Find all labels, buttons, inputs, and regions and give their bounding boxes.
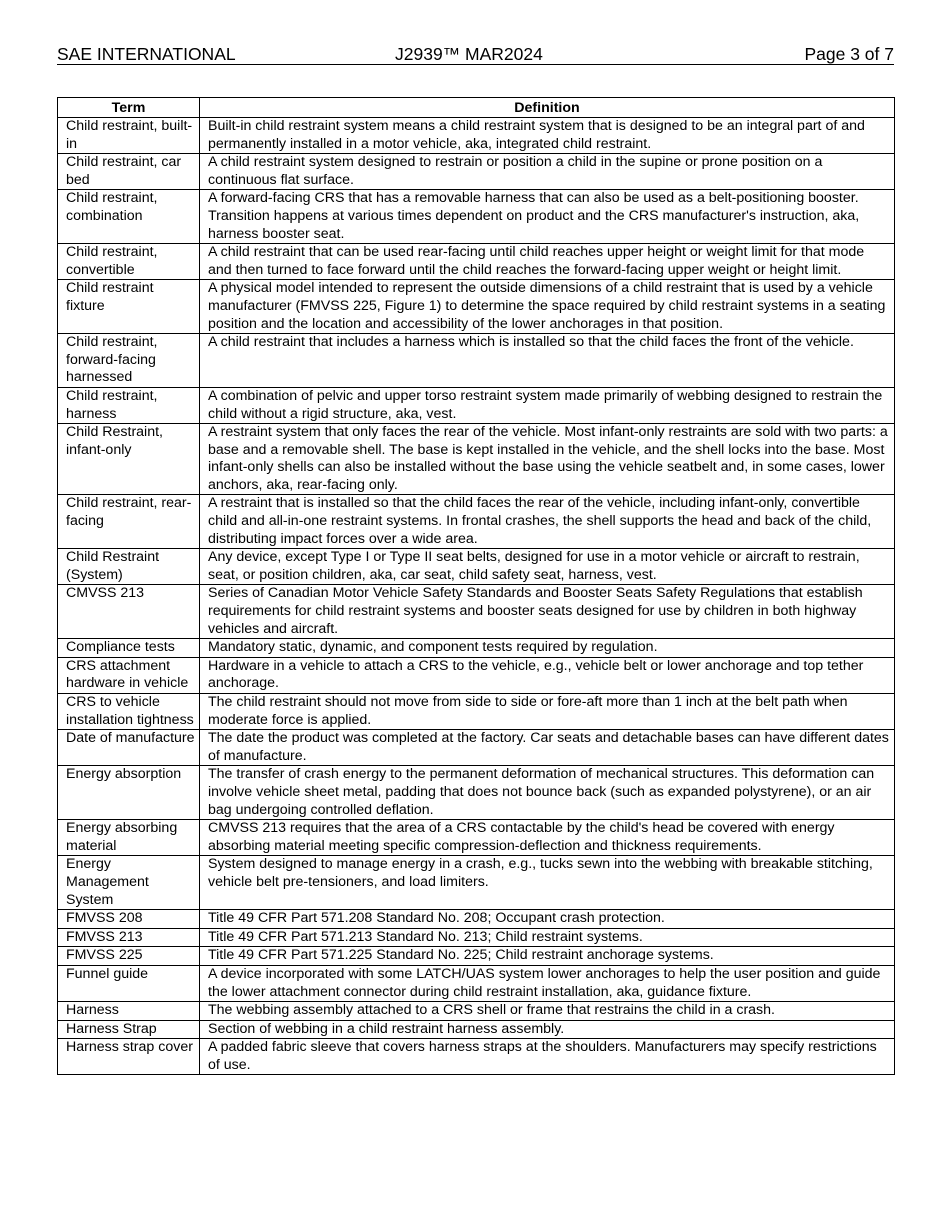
term-cell: Child Restraint, infant-only [58,424,200,495]
definition-cell: Any device, except Type I or Type II seat belts, designed for use in a motor vehicle or aircraft to restrain, seat, or position children, aka, car seat, child safety seat, harness, vest. [200,549,895,585]
header-page-number: Page 3 of 7 [804,44,894,64]
term-cell: Child restraint, harness [58,387,200,423]
definition-cell: A child restraint that can be used rear-facing until child reaches upper height or weight limit for that mode and then turned to face forward until the child reaches the forward-facing upper weight or height limit. [200,244,895,280]
definition-cell: Title 49 CFR Part 571.225 Standard No. 225; Child restraint anchorage systems. [200,947,895,966]
table-row [58,928,895,947]
definition-cell: Title 49 CFR Part 571.208 Standard No. 208; Occupant crash protection. [200,910,895,929]
table-row [58,947,895,966]
term-cell: Date of manufacture [58,730,200,766]
term-cell: Harness strap cover [58,1039,200,1075]
term-cell: CRS attachment hardware in vehicle [58,657,200,693]
header-organization: SAE INTERNATIONAL [57,44,236,64]
table-row [58,820,895,856]
definition-cell: A restraint that is installed so that the child faces the rear of the vehicle, including infant-only, convertible child and all-in-one restraint systems. In frontal crashes, the shell supports the head and back of the child, distributing impact forces over a wide area. [200,495,895,549]
definition-cell: Title 49 CFR Part 571.213 Standard No. 213; Child restraint systems. [200,928,895,947]
term-cell: CMVSS 213 [58,585,200,639]
definition-cell: CMVSS 213 requires that the area of a CRS contactable by the child's head be covered with energy absorbing material meeting specific compression-deflection and thickness requirements. [200,820,895,856]
term-cell: Harness Strap [58,1020,200,1039]
term-cell: Child restraint, combination [58,190,200,244]
definition-cell: The transfer of crash energy to the permanent deformation of mechanical structures. This deformation can involve vehicle sheet metal, padding that does not bounce back (such as expanded polystyrene), or an air bag undergoing controlled deflation. [200,766,895,820]
term-cell: Child restraint, convertible [58,244,200,280]
term-cell: Energy absorbing material [58,820,200,856]
table-row [58,585,895,639]
term-cell: Child restraint, built-in [58,118,200,154]
term-cell: FMVSS 213 [58,928,200,947]
definition-cell: Section of webbing in a child restraint harness assembly. [200,1020,895,1039]
definition-cell: The date the product was completed at the factory. Car seats and detachable bases can have different dates of manufacture. [200,730,895,766]
table-header-row [58,98,895,118]
term-cell: Energy Management System [58,856,200,910]
column-header-definition: Definition [200,98,895,118]
table-row [58,190,895,244]
definition-cell: Built-in child restraint system means a child restraint system that is designed to be an integral part of and permanently installed in a motor vehicle, aka, integrated child restraint. [200,118,895,154]
table-row [58,334,895,388]
definition-cell: Mandatory static, dynamic, and component tests required by regulation. [200,639,895,658]
definition-cell: A child restraint that includes a harness which is installed so that the child faces the front of the vehicle. [200,334,895,388]
table-row [58,118,895,154]
table-row [58,549,895,585]
table-row [58,910,895,929]
header-document-id: J2939™ MAR2024 [395,44,543,64]
table-row [58,387,895,423]
definitions-table [57,97,895,1075]
table-row [58,495,895,549]
table-row [58,639,895,658]
definition-cell: Series of Canadian Motor Vehicle Safety Standards and Booster Seats Safety Regulations that establish requirements for child restraint systems and booster seats designed for use by children in both highway vehicles and aircraft. [200,585,895,639]
term-cell: Child restraint, rear-facing [58,495,200,549]
definition-cell: System designed to manage energy in a crash, e.g., tucks sewn into the webbing with breakable stitching, vehicle belt pre-tensioners, and load limiters. [200,856,895,910]
table-row [58,694,895,730]
term-cell: Harness [58,1002,200,1021]
table-row [58,856,895,910]
term-cell: Compliance tests [58,639,200,658]
definition-cell: A restraint system that only faces the rear of the vehicle. Most infant-only restraints are sold with two parts: a base and a removable shell. The base is kept installed in the vehicle, and the shell locks into the base. Most infant-only shells can also be installed without the base using the vehicle seatbelt and, in some cases, lower anchors, aka, rear-facing only. [200,424,895,495]
term-cell: Child restraint fixture [58,280,200,334]
term-cell: Child Restraint (System) [58,549,200,585]
table-row [58,1039,895,1075]
table-row [58,1002,895,1021]
table-row [58,657,895,693]
table-row [58,1020,895,1039]
term-cell: CRS to vehicle installation tightness [58,694,200,730]
term-cell: Energy absorption [58,766,200,820]
definition-cell: A padded fabric sleeve that covers harness straps at the shoulders. Manufacturers may specify restrictions of use. [200,1039,895,1075]
table-row [58,965,895,1001]
definition-cell: The webbing assembly attached to a CRS shell or frame that restrains the child in a crash. [200,1002,895,1021]
table-row [58,424,895,495]
definition-cell: Hardware in a vehicle to attach a CRS to the vehicle, e.g., vehicle belt or lower anchorage and top tether anchorage. [200,657,895,693]
table-row [58,244,895,280]
definition-cell: A child restraint system designed to restrain or position a child in the supine or prone position on a continuous flat surface. [200,154,895,190]
definition-cell: A physical model intended to represent the outside dimensions of a child restraint that is used by a vehicle manufacturer (FMVSS 225, Figure 1) to determine the space required by child restraint systems in a seating position and the location and accessibility of the lower anchorages in that position. [200,280,895,334]
column-header-term: Term [58,98,200,118]
table-row [58,730,895,766]
definition-cell: The child restraint should not move from side to side or fore-aft more than 1 inch at the belt path when moderate force is applied. [200,694,895,730]
definition-cell: A forward-facing CRS that has a removable harness that can also be used as a belt-positioning booster. Transition happens at various times dependent on product and the CRS manufacturer's instruction, aka, harness booster seat. [200,190,895,244]
term-cell: Funnel guide [58,965,200,1001]
term-cell: FMVSS 225 [58,947,200,966]
term-cell: FMVSS 208 [58,910,200,929]
definition-cell: A combination of pelvic and upper torso restraint system made primarily of webbing designed to restrain the child without a rigid structure, aka, vest. [200,387,895,423]
term-cell: Child restraint, forward-facing harnessed [58,334,200,388]
table-row [58,766,895,820]
table-row [58,280,895,334]
term-cell: Child restraint, car bed [58,154,200,190]
page-header [57,44,894,65]
table-row [58,154,895,190]
definition-cell: A device incorporated with some LATCH/UAS system lower anchorages to help the user position and guide the lower attachment connector during child restraint installation, aka, guidance fixture. [200,965,895,1001]
